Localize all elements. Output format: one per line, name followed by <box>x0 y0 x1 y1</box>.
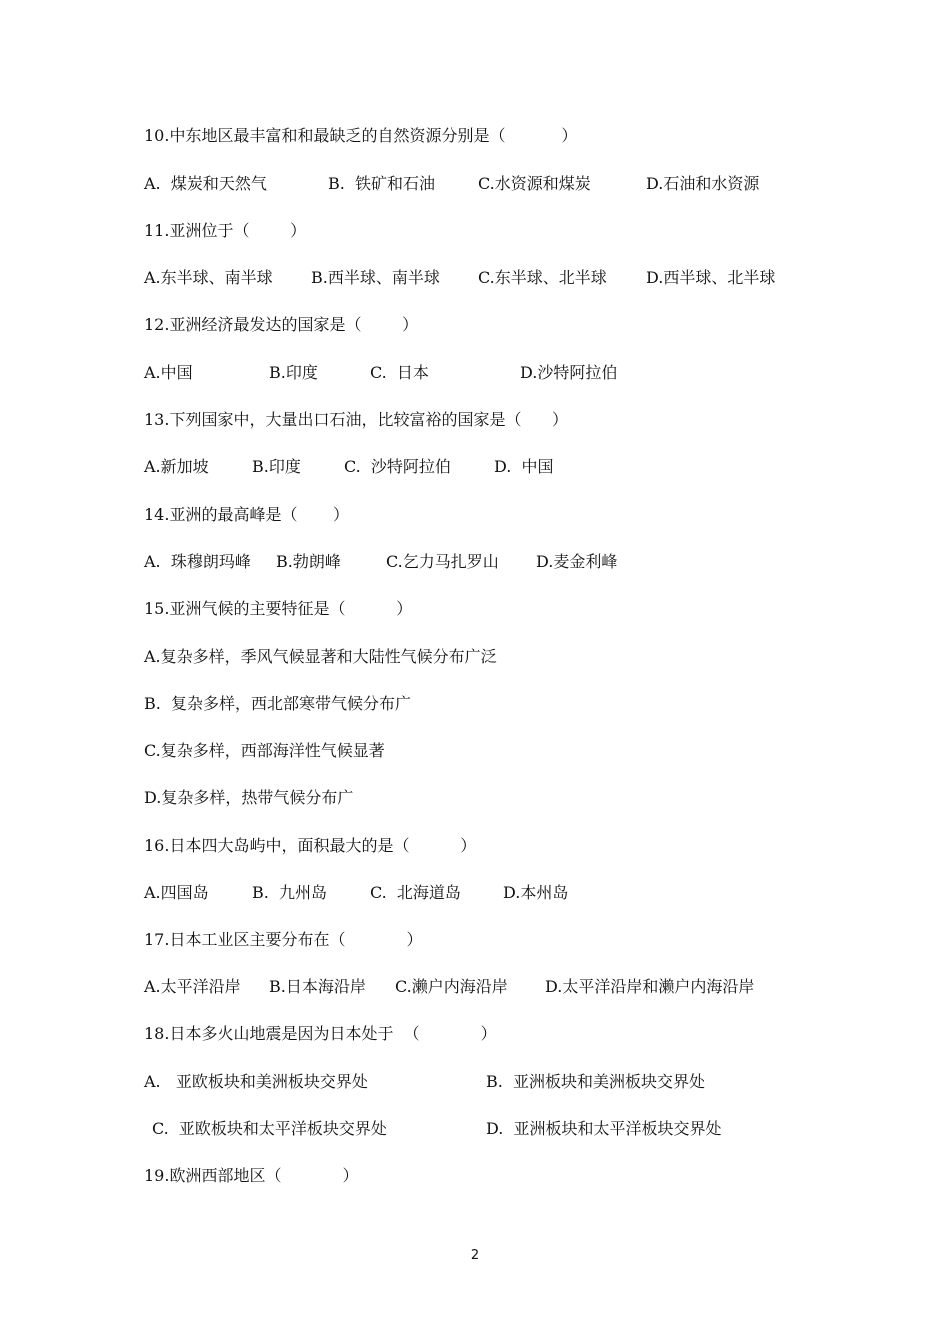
question-12-stem: 12.亚洲经济最发达的国家是（ ） <box>144 315 419 334</box>
question-10-option-d: D.石油和水资源 <box>646 174 760 193</box>
question-13-stem: 13.下列国家中，大量出口石油，比较富裕的国家是（ ） <box>144 410 568 429</box>
question-15-option-a: A.复杂多样，季风气候显著和大陆性气候分布广泛 <box>144 647 497 666</box>
question-19-stem: 19.欧洲西部地区（ ） <box>144 1166 359 1185</box>
question-14-stem: 14.亚洲的最高峰是（ ） <box>144 505 350 524</box>
question-16-option-d: D.本州岛 <box>503 883 569 902</box>
question-18-option-a: A. 亚欧板块和美洲板块交界处 <box>144 1072 368 1091</box>
question-18-option-d: D. 亚洲板块和太平洋板块交界处 <box>486 1119 722 1138</box>
question-11-option-c: C.东半球、北半球 <box>478 268 607 287</box>
question-14-option-a: A. 珠穆朗玛峰 <box>144 552 251 571</box>
question-10-option-b: B. 铁矿和石油 <box>328 174 436 193</box>
question-15-option-b: B. 复杂多样，西北部寒带气候分布广 <box>144 694 412 713</box>
question-15-option-d: D.复杂多样，热带气候分布广 <box>144 788 354 807</box>
question-11-stem: 11.亚洲位于（ ） <box>144 221 307 240</box>
question-17-option-a: A.太平洋沿岸 <box>144 977 241 996</box>
question-16-stem: 16.日本四大岛屿中，面积最大的是（ ） <box>144 836 477 855</box>
question-12-option-d: D.沙特阿拉伯 <box>520 363 618 382</box>
question-16-option-c: C. 北海道岛 <box>370 883 461 902</box>
question-11-option-b: B.西半球、南半球 <box>311 268 440 287</box>
question-17-option-d: D.太平洋沿岸和濑户内海沿岸 <box>545 977 755 996</box>
question-12-option-a: A.中国 <box>144 363 193 382</box>
question-11-option-d: D.西半球、北半球 <box>646 268 776 287</box>
page-number: 2 <box>470 1248 480 1263</box>
question-17-option-b: B.日本海沿岸 <box>269 977 366 996</box>
question-14-option-d: D.麦金利峰 <box>536 552 618 571</box>
question-13-option-d: D. 中国 <box>494 457 554 476</box>
question-16-option-b: B. 九州岛 <box>252 883 328 902</box>
question-16-option-a: A.四国岛 <box>144 883 209 902</box>
question-15-stem: 15.亚洲气候的主要特征是（ ） <box>144 599 413 618</box>
question-17-stem: 17.日本工业区主要分布在（ ） <box>144 930 423 949</box>
question-13-option-a: A.新加坡 <box>144 457 209 476</box>
question-14-option-c: C.乞力马扎罗山 <box>386 552 499 571</box>
question-15-option-c: C.复杂多样，西部海洋性气候显著 <box>144 741 385 760</box>
question-17-option-c: C.濑户内海沿岸 <box>395 977 508 996</box>
question-12-option-c: C. 日本 <box>370 363 429 382</box>
question-12-option-b: B.印度 <box>269 363 318 382</box>
question-13-option-b: B.印度 <box>252 457 301 476</box>
question-10-option-c: C.水资源和煤炭 <box>478 174 591 193</box>
question-14-option-b: B.勃朗峰 <box>276 552 341 571</box>
question-13-option-c: C. 沙特阿拉伯 <box>344 457 451 476</box>
question-11-option-a: A.东半球、南半球 <box>144 268 273 287</box>
question-10-stem: 10.中东地区最丰富和和最缺乏的自然资源分别是（ ） <box>144 126 578 145</box>
question-18-option-c: C. 亚欧板块和太平洋板块交界处 <box>152 1119 387 1138</box>
question-18-stem: 18.日本多火山地震是因为日本处于 （ ） <box>144 1024 497 1043</box>
question-10-option-a: A. 煤炭和天然气 <box>144 174 267 193</box>
question-18-option-b: B. 亚洲板块和美洲板块交界处 <box>486 1072 706 1091</box>
